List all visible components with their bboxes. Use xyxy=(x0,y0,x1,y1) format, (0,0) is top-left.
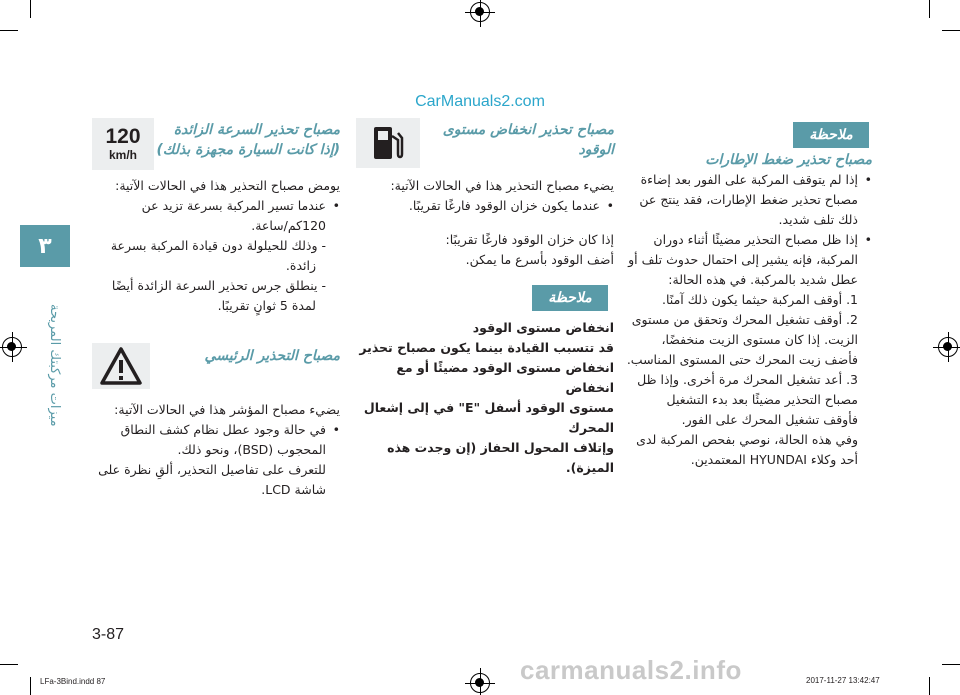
registration-mark-icon xyxy=(938,337,958,357)
speed-value: 120 xyxy=(105,125,141,148)
text-line: • عندما تسير المركبة بسرعة تزيد عن xyxy=(141,198,326,213)
registration-mark-icon xyxy=(470,2,490,22)
text-line: المحجوب (BSD)، ونحو ذلك. xyxy=(177,442,326,457)
text-line: الزيت. إذا كان مستوى الزيت منخفضًا، xyxy=(661,332,858,347)
text-line: شاشة LCD. xyxy=(261,482,326,497)
section-heading: الوقود xyxy=(578,142,614,158)
text-line: ذلك تلف شديد. xyxy=(778,212,858,227)
middle-note xyxy=(352,318,614,478)
text-line: لمدة 5 ثوانٍ تقريبًا. xyxy=(217,298,316,313)
text-line: المركبة، فإنه يشير إلى احتمال حدوث تلف أو xyxy=(628,252,858,267)
watermark-bottom[interactable]: carmanuals2.info xyxy=(520,655,742,685)
section-heading: مصباح التحذير الرئيسي xyxy=(204,348,340,364)
text-line: • عندما يكون خزان الوقود فارغًا تقريبًا. xyxy=(408,198,600,213)
text-line: أضف الوقود بأسرع ما يمكن. xyxy=(465,252,614,267)
text-line: عطل شديد بالمركبة. في هذه الحالة: xyxy=(668,272,858,287)
section-heading: (إذا كانت السيارة مجهزة بذلك) xyxy=(156,142,340,158)
text-line: • إذا لم يتوقف المركبة على الفور بعد إضاءة xyxy=(640,172,858,187)
bullet-item xyxy=(626,170,872,230)
text-line: مستوى الوقود أسفل "E" في إلى إشعال المحرك xyxy=(363,400,614,435)
text-line: انخفاض مستوى الوقود مضيئًا أو مع انخفاض xyxy=(396,360,614,395)
crop-mark xyxy=(0,664,18,665)
text-line: وإتلاف المحول الحفاز (إن وجدت هذه الميزة). xyxy=(387,440,614,475)
left-column-lower xyxy=(92,346,340,500)
text-line: مصباح التحذير مضيئًا بعد بدء التشغيل xyxy=(666,392,858,407)
crop-mark xyxy=(0,30,18,31)
text-line: فأضف زيت المحرك حتى المستوى المناسب. xyxy=(626,352,858,367)
step-item: 1. أوقف المركبة حيثما يكون ذلك آمنًا. xyxy=(662,292,858,307)
section-heading: مصباح تحذير السرعة الزائدة xyxy=(173,122,340,138)
registration-mark-icon xyxy=(2,337,22,357)
right-column xyxy=(626,150,872,470)
text-line: فأوقف تشغيل المحرك على الفور. xyxy=(681,412,858,427)
left-column xyxy=(92,120,340,316)
text-line: إذا كان خزان الوقود فارغًا تقريبًا: xyxy=(445,232,614,247)
text-line: مصباح تحذير ضغط الإطارات، فقد ينتج عن xyxy=(639,192,858,207)
text-line: أحد وكلاء HYUNDAI المعتمدين. xyxy=(690,452,858,467)
bullet-item xyxy=(626,230,872,290)
middle-column xyxy=(352,120,614,270)
crop-mark xyxy=(30,0,31,18)
crop-mark xyxy=(30,677,31,695)
section-heading: مصباح تحذير ضغط الإطارات xyxy=(705,152,872,168)
watermark-top[interactable]: CarManuals2.com xyxy=(415,93,545,110)
dash-item xyxy=(92,236,340,316)
footer-file-info: LFa-3Bind.indd 87 xyxy=(40,677,106,686)
crop-mark xyxy=(942,30,960,31)
text-line: قد تتسبب القيادة بينما يكون مصباح تحذير xyxy=(359,340,614,355)
note-title: انخفاض مستوى الوقود xyxy=(472,320,614,335)
section-side-label: ميزات مركبتك المريحة xyxy=(47,303,62,427)
footer-timestamp: 2017-11-27 13:42:47 xyxy=(806,676,880,685)
note-badge: ملاحظة xyxy=(532,285,608,311)
page-number: 3-87 xyxy=(92,626,125,643)
step-item: 3. أعد تشغيل المحرك مرة أخرى. وإذا ظل xyxy=(637,372,858,387)
step-list xyxy=(626,290,872,470)
crop-mark xyxy=(942,664,960,665)
section-tab: ٣ xyxy=(20,225,70,267)
intro-text: يضيء مصباح التحذير هذا في الحالات الآتية: xyxy=(390,178,614,193)
text-line: وفي هذه الحالة، نوصي بفحص المركبة لدى xyxy=(636,432,858,447)
bullet-item xyxy=(92,196,340,236)
crop-mark xyxy=(929,677,930,695)
bullet-item xyxy=(92,420,340,500)
note-badge: ملاحظة xyxy=(793,122,869,148)
intro-text: يومض مصباح التحذير هذا في الحالات الآتية: xyxy=(115,178,340,193)
text-line: • في حالة وجود عطل نظام كشف النطاق xyxy=(120,422,326,437)
text-line: - ينطلق جرس تحذير السرعة الزائدة أيضًا xyxy=(111,278,326,293)
registration-mark-icon xyxy=(470,673,490,693)
crop-mark xyxy=(929,0,930,18)
speed-unit: km/h xyxy=(108,148,137,162)
text-line: للتعرف على تفاصيل التحذير، ألقِ نظرة على xyxy=(98,462,326,477)
text-line: زائدة. xyxy=(285,258,316,273)
step-item: 2. أوقف تشغيل المحرك وتحقق من مستوى xyxy=(631,312,858,327)
section-heading: مصباح تحذير انخفاض مستوى xyxy=(442,122,614,138)
text-line: - وذلك للحيلولة دون قيادة المركبة بسرعة xyxy=(110,238,326,253)
text-line: • إذا ظل مصباح التحذير مضيئًا أثناء دوران xyxy=(653,232,858,247)
bullet-item xyxy=(352,196,614,216)
intro-text: يضيء مصباح المؤشر هذا في الحالات الآتية: xyxy=(114,402,340,417)
text-line: 120كم/ساعة. xyxy=(251,218,326,233)
